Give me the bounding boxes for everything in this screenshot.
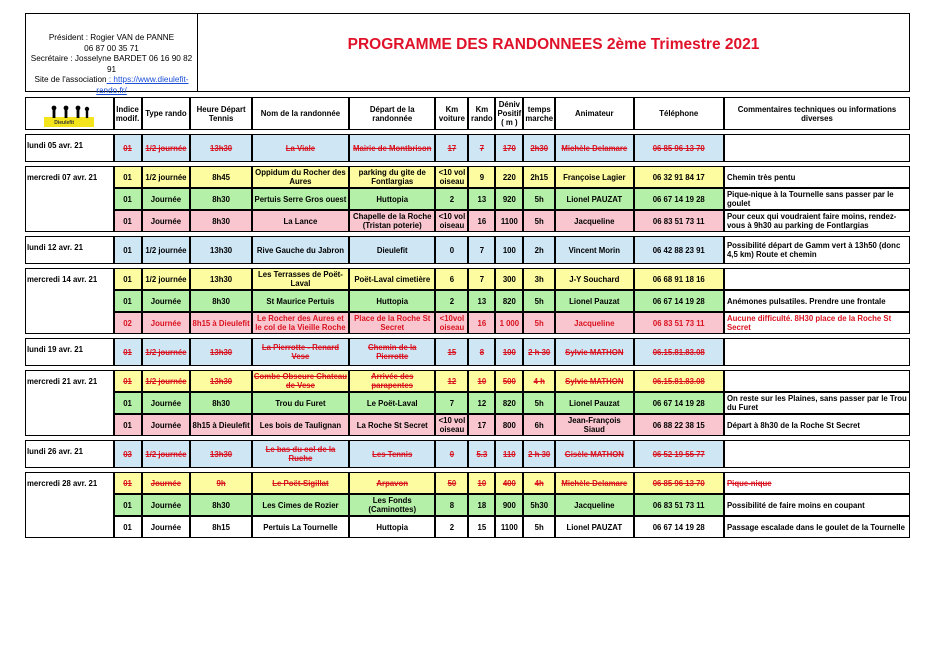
table-cell: 100: [495, 338, 523, 366]
table-cell: 06 83 51 73 11: [634, 210, 724, 232]
table-cell: 5h: [523, 188, 555, 210]
table-cell: 06 83 51 73 11: [634, 312, 724, 334]
table-row: [25, 134, 910, 162]
table-cell: 7: [468, 236, 495, 264]
table-cell: 06.15.81.83.08: [634, 338, 724, 366]
table-cell: Dieulefit: [349, 236, 435, 264]
table-cell: Michèle Delamare: [555, 472, 633, 494]
comment-cell: Possibilité de faire moins en coupant: [724, 494, 910, 516]
table-cell: 5h30: [523, 494, 555, 516]
column-header: Heure Départ Tennis: [190, 97, 252, 130]
table-cell: 13h30: [190, 268, 252, 290]
date-cell: mercredi 07 avr. 21: [25, 166, 114, 232]
table-row: [25, 370, 910, 392]
column-header: Indice modif.: [114, 97, 142, 130]
table-cell: Les Cimes de Rozier: [252, 494, 349, 516]
table-cell: Place de la Roche St Secret: [349, 312, 435, 334]
table-cell: 7: [435, 392, 468, 414]
table-cell: 220: [495, 166, 523, 188]
table-row: [25, 440, 910, 468]
table-row: [25, 472, 910, 494]
table-cell: 6: [435, 268, 468, 290]
table-cell: St Maurice Pertuis: [252, 290, 349, 312]
table-cell: Sylvie MATHON: [555, 338, 633, 366]
table-cell: Françoise Lagier: [555, 166, 633, 188]
table-cell: Michèle Delamare: [555, 134, 633, 162]
table-cell: Lionel Pauzat: [555, 290, 633, 312]
table-row: [25, 392, 910, 414]
comment-cell: Pique-nique à la Tournelle sans passer par le goulet: [724, 188, 910, 210]
table-cell: Lionel PAUZAT: [555, 188, 633, 210]
table-cell: Le bas du col de la Ruche: [252, 440, 349, 468]
table-cell: 16: [468, 210, 495, 232]
table-cell: Combe Obscure Chateau de Vese: [253, 372, 348, 390]
table-cell: Journée: [142, 472, 191, 494]
table-cell: Vincent Morin: [555, 236, 633, 264]
table-cell: 01: [114, 188, 142, 210]
table-cell: 12: [468, 392, 495, 414]
table-cell: 13h30: [190, 134, 252, 162]
table-cell: 03: [114, 440, 142, 468]
table-cell: Huttopia: [349, 290, 435, 312]
table-cell: 06.15.81.83.08: [634, 370, 724, 392]
comment-cell: Anémones pulsatiles. Prendre une frontale: [724, 290, 910, 312]
table-cell: <10vol oiseau: [435, 312, 468, 334]
table-cell: 9h: [190, 472, 252, 494]
table-cell: 0: [435, 440, 468, 468]
table-cell: 8h15: [190, 516, 252, 538]
date-cell: lundi 05 avr. 21: [25, 134, 114, 162]
logo-cell: [25, 97, 114, 130]
table-row: [25, 338, 910, 366]
table-cell: Jacqueline: [555, 494, 633, 516]
table-cell: Journée: [142, 210, 191, 232]
table-cell: 2 h 30: [523, 440, 555, 468]
table-cell: Le Poët-Sigillat: [252, 472, 349, 494]
table-cell: 15: [468, 516, 495, 538]
header-row: [25, 97, 910, 130]
table-cell: 06 88 22 38 15: [634, 414, 724, 436]
table-cell: 06 85 96 13 70: [634, 472, 724, 494]
column-header: Nom de la randonnée: [252, 97, 349, 130]
table-cell: La Pierrotte - Renard Vese: [252, 338, 349, 366]
table-cell: 8h30: [190, 494, 252, 516]
comment-cell: [724, 268, 910, 290]
column-header: Téléphone: [634, 97, 724, 130]
table-cell: Les Terrasses de Poët-Laval: [252, 268, 349, 290]
table-cell: 9: [468, 166, 495, 188]
table-cell: Journée: [142, 188, 191, 210]
table-row: [25, 188, 910, 210]
table-cell: 6h: [523, 414, 555, 436]
table-cell: 1/2 journée: [142, 134, 191, 162]
table-cell: 01: [114, 392, 142, 414]
table-cell: 01: [114, 236, 142, 264]
column-header: Km voiture: [435, 97, 468, 130]
table-cell: 2 h 30: [523, 338, 555, 366]
table-cell: 5h: [523, 516, 555, 538]
site-link[interactable]: : https://www.dieulefit-rando.fr/: [96, 75, 189, 95]
page-title: PROGRAMME DES RANDONNEES 2ème Trimestre 2021: [347, 36, 760, 53]
table-cell: Pertuis La Tournelle: [252, 516, 349, 538]
table-cell: 01: [114, 338, 142, 366]
table-cell: 8h30: [190, 188, 252, 210]
table-row: [25, 166, 910, 188]
table-row: [25, 312, 910, 334]
table-cell: Journée: [142, 392, 191, 414]
comment-cell: [724, 338, 910, 366]
table-cell: 06 67 14 19 28: [634, 392, 724, 414]
table-cell: Huttopia: [349, 516, 435, 538]
hikers-logo-icon: [40, 101, 98, 127]
table-cell: 16: [468, 312, 495, 334]
comment-cell: Départ à 8h30 de la Roche St Secret: [724, 414, 910, 436]
table-cell: 2: [435, 188, 468, 210]
table-cell: 5.3: [468, 440, 495, 468]
table-cell: 06 67 14 19 28: [634, 188, 724, 210]
date-cell: mercredi 28 avr. 21: [25, 472, 114, 538]
table-cell: 17: [435, 134, 468, 162]
table-cell: 8h15 à Dieulefit: [190, 312, 252, 334]
table-cell: Journée: [142, 414, 191, 436]
table-cell: 4 h: [523, 370, 555, 392]
table-cell: parking du gite de Fontlargias: [349, 166, 435, 188]
table-cell: 1 000: [495, 312, 523, 334]
table-cell: 13h30: [190, 338, 252, 366]
table-cell: 1100: [495, 210, 523, 232]
table-cell: Les Fonds (Caminottes): [349, 494, 435, 516]
table-row: [25, 290, 910, 312]
logo-text: Dieulefit: [54, 119, 75, 126]
table-row: [25, 210, 910, 232]
president-phone: 06 87 00 35 71: [84, 43, 139, 53]
site-label: Site de l'association: [34, 75, 107, 84]
table-cell: 01: [114, 414, 142, 436]
table-cell: 13: [468, 188, 495, 210]
table-cell: 01: [114, 370, 142, 392]
table-cell: 10: [468, 472, 495, 494]
table-cell: 01: [114, 494, 142, 516]
table-cell: Arrivée des parapentes: [349, 370, 435, 392]
table-cell: J-Y Souchard: [555, 268, 633, 290]
site-line: [26, 75, 197, 96]
table-cell: Jean-François Siaud: [555, 414, 633, 436]
table-cell: 18: [468, 494, 495, 516]
table-row: [25, 414, 910, 436]
table-cell: 2h15: [523, 166, 555, 188]
table-cell: Poët-Laval cimetière: [349, 268, 435, 290]
table-cell: Gisèle MATHON: [555, 440, 633, 468]
program-table: [25, 97, 910, 538]
table-cell: 01: [114, 210, 142, 232]
comment-cell: Aucune difficulté. 8H30 place de la Roche St Secret: [724, 312, 910, 334]
table-cell: Arpavon: [349, 472, 435, 494]
president: Président : Rogier VAN de PANNE: [48, 33, 175, 42]
table-cell: 1/2 journée: [142, 370, 191, 392]
table-cell: 2h30: [523, 134, 555, 162]
column-header: temps marche: [523, 97, 555, 130]
table-cell: 13h30: [190, 370, 252, 392]
table-cell: 4h: [523, 472, 555, 494]
comment-cell: Pour ceux qui voudraient faire moins, rendez-vous à 9h30 au parking de Fontlargias: [724, 210, 910, 232]
table-cell: 06 67 14 19 28: [634, 290, 724, 312]
column-header: Type rando: [142, 97, 191, 130]
table-cell: 06 83 51 73 11: [634, 494, 724, 516]
table-cell: 13h30: [190, 440, 252, 468]
table-cell: <10 vol oiseau: [435, 166, 468, 188]
table-cell: 820: [495, 392, 523, 414]
table-cell: Mairie de Montbrison: [349, 134, 435, 162]
table-cell: 2: [435, 516, 468, 538]
table-cell: Jacqueline: [555, 210, 633, 232]
comment-cell: [724, 370, 910, 392]
table-cell: 8h15 à Dieulefit: [190, 414, 252, 436]
table-cell: 8h30: [190, 392, 252, 414]
table-cell: 500: [495, 370, 523, 392]
table-row: [25, 494, 910, 516]
comment-cell: Pique-nique: [724, 472, 910, 494]
table-cell: La Roche St Secret: [349, 414, 435, 436]
table-cell: 06 85 96 13 70: [634, 134, 724, 162]
table-cell: 1/2 journée: [142, 236, 191, 264]
table-cell: Chapelle de la Roche (Tristan poterie): [349, 210, 435, 232]
table-cell: 110: [495, 440, 523, 468]
date-cell: mercredi 21 avr. 21: [25, 370, 114, 436]
table-cell: 01: [114, 290, 142, 312]
table-cell: Lionel Pauzat: [555, 392, 633, 414]
table-row: [25, 236, 910, 264]
table-cell: 170: [495, 134, 523, 162]
table-cell: 8h30: [190, 290, 252, 312]
table-cell: 01: [114, 472, 142, 494]
table-cell: 5h: [523, 312, 555, 334]
table-cell: 7: [468, 134, 495, 162]
table-cell: 3h: [523, 268, 555, 290]
table-row: [25, 268, 910, 290]
table-cell: 06 32 91 84 17: [634, 166, 724, 188]
table-cell: 100: [495, 236, 523, 264]
table-cell: 06 67 14 19 28: [634, 516, 724, 538]
table-cell: 13: [468, 290, 495, 312]
table-row: [25, 516, 910, 538]
comment-cell: [724, 440, 910, 468]
column-header: Départ de la randonnée: [349, 97, 435, 130]
table-cell: 7: [468, 268, 495, 290]
table-cell: Rive Gauche du Jabron: [252, 236, 349, 264]
table-cell: 12: [435, 370, 468, 392]
association-info: [26, 14, 198, 95]
table-cell: 01: [114, 268, 142, 290]
table-cell: 01: [114, 134, 142, 162]
table-cell: 2: [435, 290, 468, 312]
table-cell: 0: [435, 236, 468, 264]
comment-cell: Possibilité départ de Gamm vert à 13h50 (donc 4,5 km) Route et chemin: [724, 236, 910, 264]
table-cell: 8h45: [190, 166, 252, 188]
comment-cell: On reste sur les Plaines, sans passer par le Trou du Furet: [724, 392, 910, 414]
date-cell: lundi 12 avr. 21: [25, 236, 114, 264]
table-cell: <10 vol oiseau: [435, 210, 468, 232]
table-cell: Journée: [142, 290, 191, 312]
date-cell: mercredi 14 avr. 21: [25, 268, 114, 334]
table-cell: Journée: [142, 516, 191, 538]
secretary: Secrétaire : Josselyne BARDET 06 16 90 82 91: [30, 54, 193, 74]
table-cell: 800: [495, 414, 523, 436]
table-cell: 820: [495, 290, 523, 312]
table-cell: 01: [114, 516, 142, 538]
table-cell: 06 52 19 55 77: [634, 440, 724, 468]
table-cell: La Lance: [252, 210, 349, 232]
column-header: Km rando: [468, 97, 495, 130]
table-cell: 1/2 journée: [142, 166, 191, 188]
table-cell: 17: [468, 414, 495, 436]
date-cell: lundi 26 avr. 21: [25, 440, 114, 468]
table-cell: 13h30: [190, 236, 252, 264]
comment-cell: Passage escalade dans le goulet de la Tournelle: [724, 516, 910, 538]
table-cell: 1/2 journée: [142, 440, 191, 468]
column-header: Animateur: [555, 97, 633, 130]
table-cell: Les bois de Taulignan: [252, 414, 349, 436]
table-cell: 900: [495, 494, 523, 516]
header-box: [25, 13, 910, 95]
table-cell: Trou du Furet: [252, 392, 349, 414]
table-cell: Le Poët-Laval: [349, 392, 435, 414]
table-cell: 1/2 journée: [142, 338, 191, 366]
table-cell: Jacqueline: [555, 312, 633, 334]
table-cell: Chemin de la Pierrotte: [349, 338, 435, 366]
table-cell: 5h: [523, 290, 555, 312]
table-cell: 8: [435, 494, 468, 516]
date-cell: lundi 19 avr. 21: [25, 338, 114, 366]
table-cell: 1100: [495, 516, 523, 538]
table-cell: 01: [114, 166, 142, 188]
table-cell: Oppidum du Rocher des Aures: [252, 166, 349, 188]
table-cell: Pertuis Serre Gros ouest: [252, 188, 349, 210]
table-cell: Sylvie MATHON: [555, 370, 633, 392]
table-cell: 920: [495, 188, 523, 210]
table-cell: Lionel PAUZAT: [555, 516, 633, 538]
table-cell: 06 42 88 23 91: [634, 236, 724, 264]
table-cell: 10: [468, 370, 495, 392]
table-cell: 300: [495, 268, 523, 290]
table-cell: 8h30: [190, 210, 252, 232]
table-cell: 1/2 journée: [142, 268, 191, 290]
table-cell: Huttopia: [349, 188, 435, 210]
table-cell: 15: [435, 338, 468, 366]
table-cell: <10 vol oiseau: [435, 414, 468, 436]
table-cell: Le Rocher des Aures et le col de la Vieille Roche: [252, 312, 349, 334]
table-cell: 8: [468, 338, 495, 366]
table-cell: La Viale: [252, 134, 349, 162]
comment-cell: Chemin très pentu: [724, 166, 910, 188]
table-cell: 5h: [523, 210, 555, 232]
table-cell: 06 68 91 18 16: [634, 268, 724, 290]
table-cell: 400: [495, 472, 523, 494]
comment-cell: [724, 134, 910, 162]
table-cell: Journée: [142, 312, 191, 334]
column-header: Déniv Positif ( m ): [495, 97, 523, 130]
table-cell: 50: [435, 472, 468, 494]
table-cell: 02: [114, 312, 142, 334]
column-header: Commentaires techniques ou informations diverses: [724, 97, 910, 130]
table-cell: 2h: [523, 236, 555, 264]
table-cell: 5h: [523, 392, 555, 414]
table-cell: Journée: [142, 494, 191, 516]
table-cell: Les Tennis: [349, 440, 435, 468]
